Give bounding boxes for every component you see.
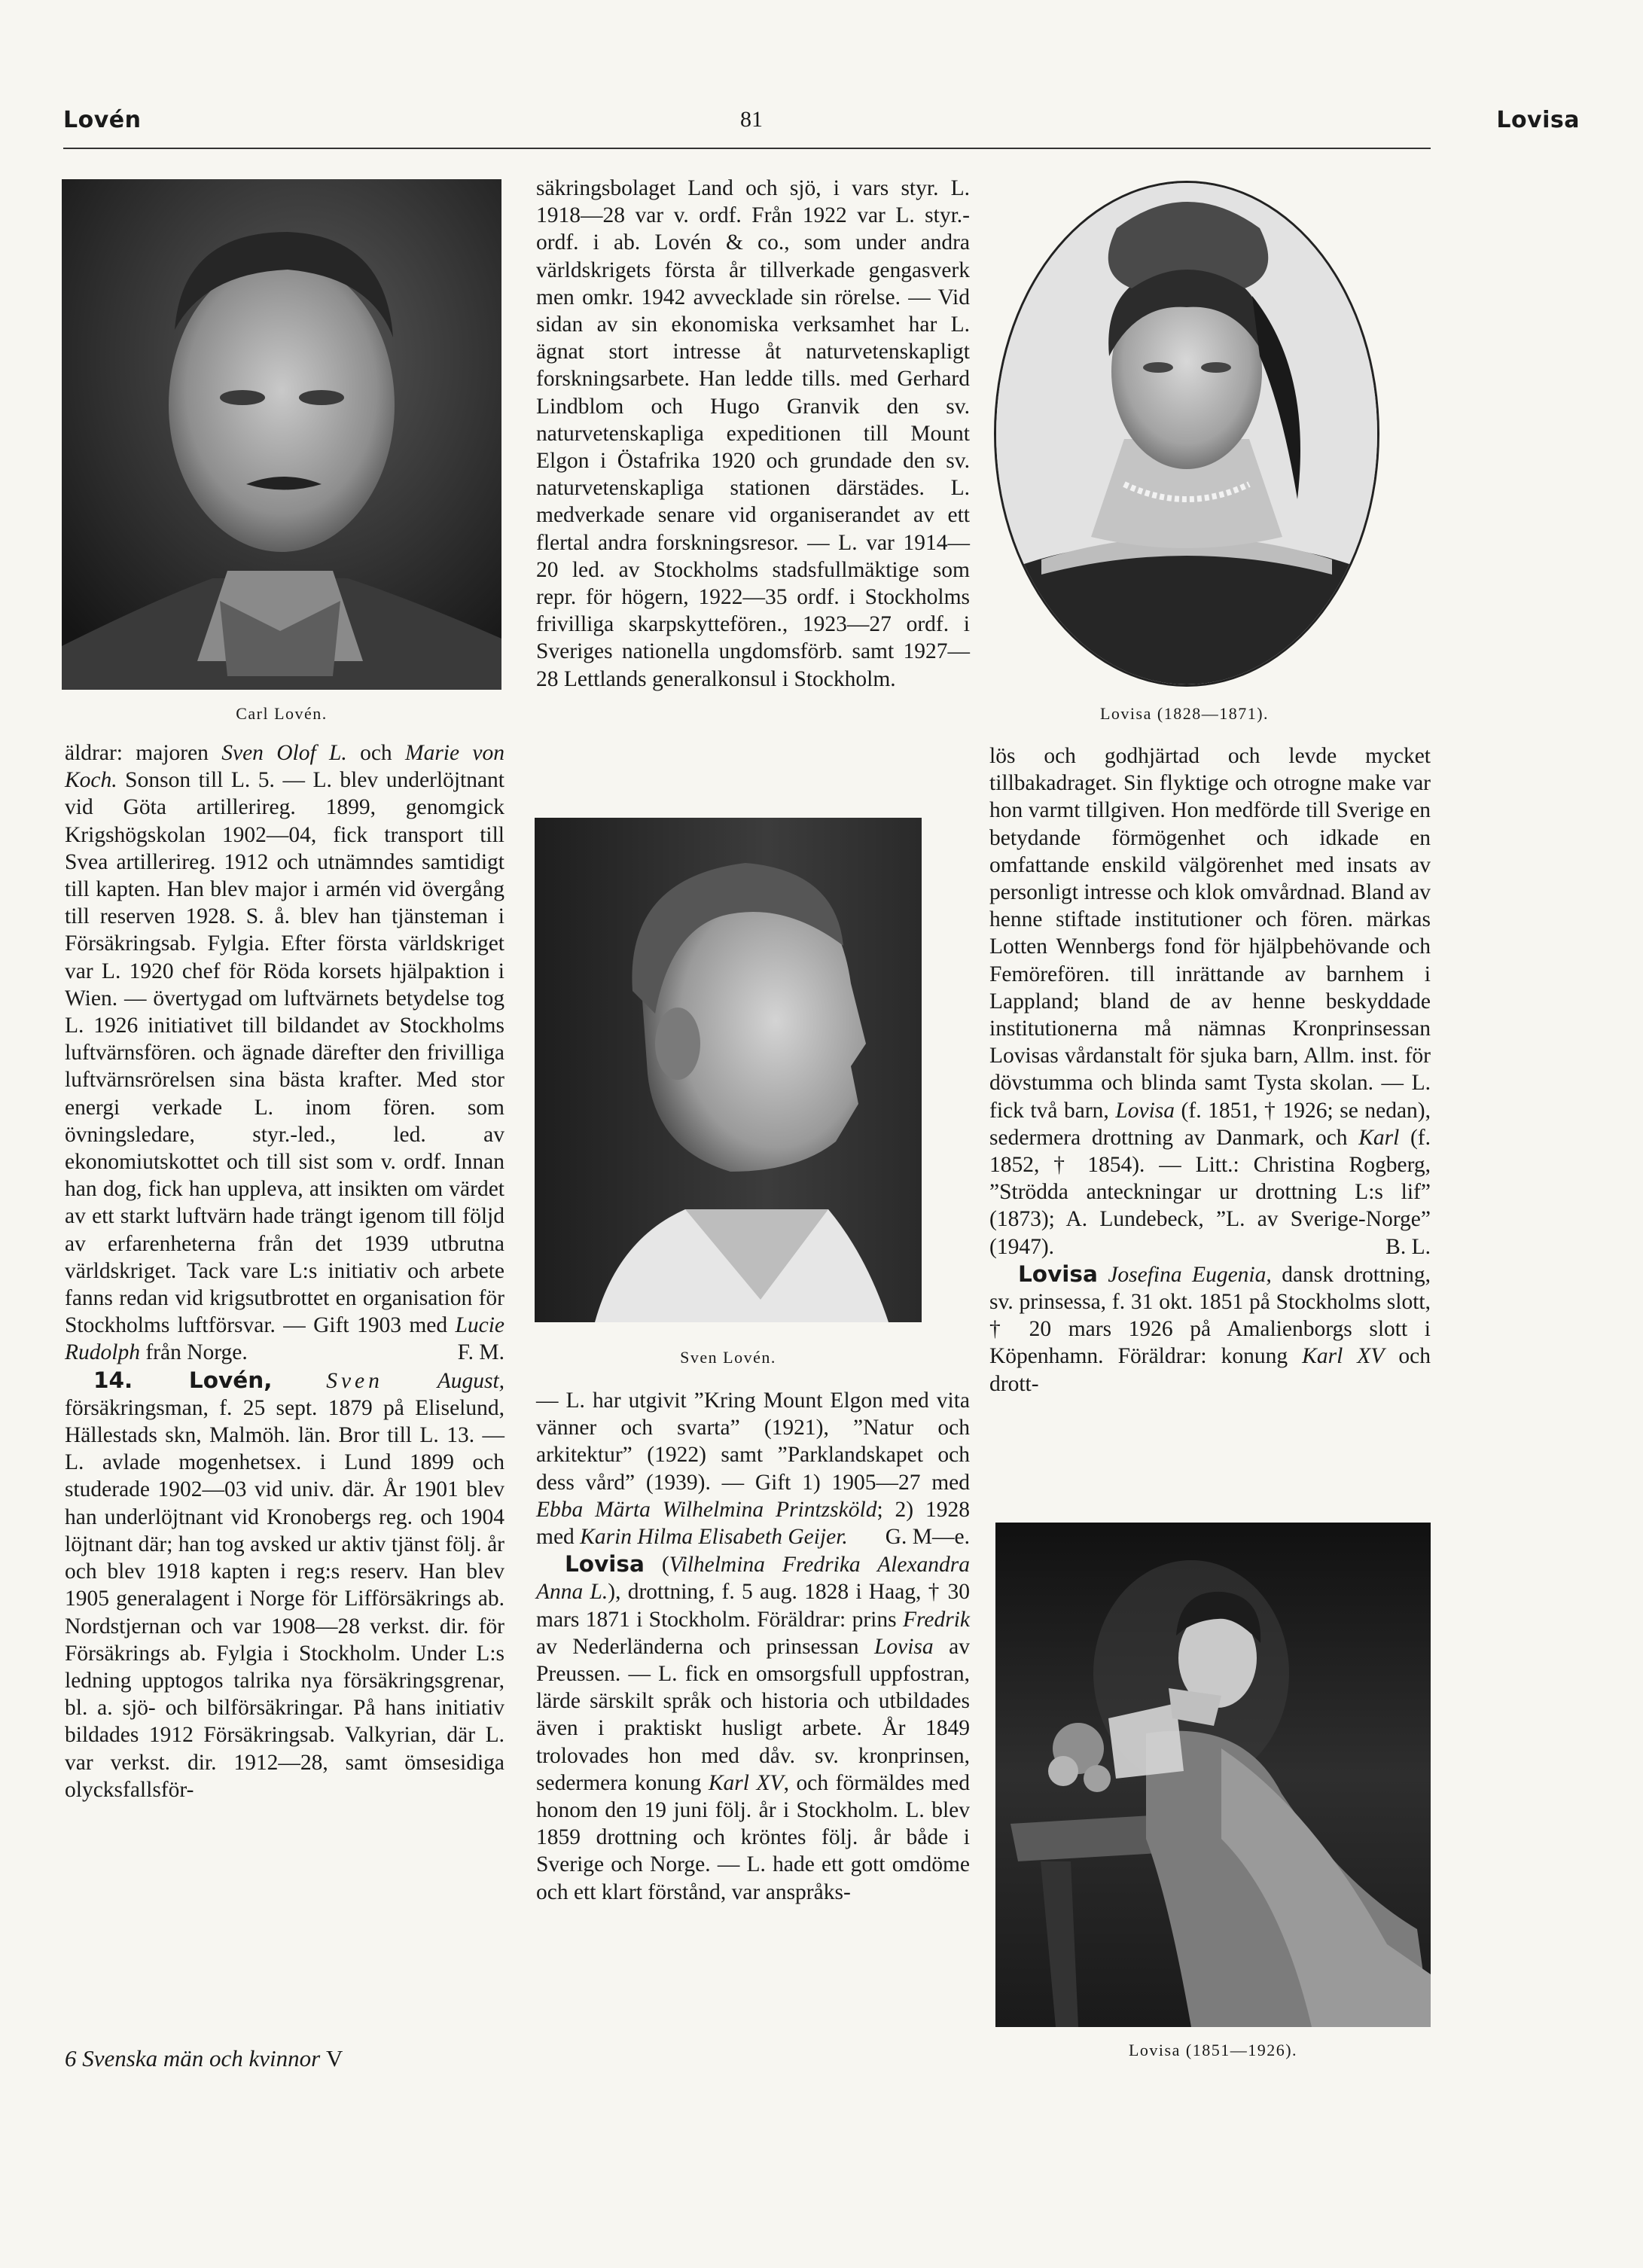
person-name: Lovisa bbox=[873, 1634, 934, 1659]
text: dansk drottning, sv. prinsessa, f. 31 okt. 1851 på Stockholms slott, † 20 mars 1926 på Amalienborgs slott i Köpenhamn. Föräldrar: konung bbox=[989, 1262, 1431, 1369]
entry-heading: 14. Lovén, bbox=[93, 1367, 273, 1393]
text: ), drottning, f. 5 aug. 1828 i Haag, † 30 mars 1871 i Stockholm. Föräldrar: prins bbox=[536, 1580, 970, 1632]
author-signature: B. L. bbox=[1385, 1234, 1431, 1259]
volume-number: V bbox=[325, 2045, 343, 2071]
signature-number: 6 bbox=[65, 2045, 77, 2071]
text: lös och godhjärtad och levde mycket tillbakadraget. Sin flyktige och otrogne make var hon varmt tillgiven. Hon medförde till Sverige en betydande förmögenhet och idkade en omfattande enskild välgörenhet med insats av personligt intresse och klok omvårdnad. Bland av henne stiftade institutioner och fören. märkas Lotten Wennbergs fond för hjälpbehövande och Femörefören. till inrättande av barnhem i Lappland; bland de av henne beskyddade institutionerna må nämnas Kronprinsessan Lovisas vårdanstalt för sjuka barn, Allm. inst. för dövstumma och blinda samt Tysta skolan. — L. fick två barn, bbox=[989, 744, 1431, 1123]
text: ( bbox=[644, 1553, 669, 1578]
person-name: Karl XV bbox=[1302, 1344, 1385, 1369]
person-name: Lovisa bbox=[1115, 1098, 1175, 1123]
author-signature: G. M—e. bbox=[885, 1525, 970, 1550]
column-middle-lower bbox=[536, 1387, 970, 1906]
entry-lovisa-1828 bbox=[536, 1550, 970, 1906]
portrait-lovisa-1828 bbox=[994, 181, 1379, 687]
paragraph-sven-loven-cont: säkringsbolaget Land och sjö, i vars styr. L. 1918—28 var v. ordf. Från 1922 var L. styr.-ordf. i ab. Lovén & co., som under andra världskrigets första år tillverkade gengasverk men omkr. 1942 avvecklade sin rörelse. — Vid sidan av sin ekonomiska verksamhet har L. ägnat stort intresse åt naturvetenskapligt forskningsarbete. Han ledde tills. med Gerhard Lindblom och Hugo Granvik den sv. naturvetenskapliga expeditionen till Mount Elgon i Östafrika 1920 och grundade den sv. naturvetenskapliga stationen därstädes. L. medverkade senare vid organiserandet av ett flertal andra forskningsresor. — L. var 1914—20 led. av Stockholms stadsfullmäktige som repr. för högern, 1922—35 ordf. i Stockholms frivilliga skarpskyttefören., 1923—27 ordf. i Sveriges nationella ungdomsförb. samt 1927—28 Lettlands generalkonsul i Stockholm. bbox=[536, 176, 970, 691]
column-right bbox=[989, 742, 1431, 1398]
caption-sven-loven: Sven Lovén. bbox=[680, 1348, 776, 1367]
entry-lovisa-1851 bbox=[989, 1261, 1431, 1398]
book-title: Svenska män och kvinnor bbox=[82, 2045, 321, 2071]
person-name: Lucie Rudolph bbox=[65, 1313, 504, 1365]
caption-lovisa-1828: Lovisa (1828—1871). bbox=[1099, 704, 1270, 723]
header-rule bbox=[63, 148, 1431, 149]
portrait-lovisa-1851 bbox=[995, 1523, 1431, 2027]
column-left bbox=[65, 739, 504, 1803]
text: av Preussen. — L. fick en omsorgsfull uppfostran, lärde särskilt språk och historia och utbildades även i praktiskt husligt arbete. År 1849 trolovades hon med dåv. sv. kronprinsen, sedermera konung bbox=[536, 1634, 971, 1795]
entry-sven-loven bbox=[65, 1367, 504, 1803]
text bbox=[1098, 1263, 1108, 1287]
page-number: 81 bbox=[740, 107, 763, 132]
text: ; 2) 1928 med bbox=[536, 1497, 970, 1550]
caption-carl-loven: Carl Lovén. bbox=[236, 704, 328, 723]
running-head-left: Lovén bbox=[63, 107, 142, 133]
portrait-carl-loven bbox=[62, 179, 501, 690]
text: (f. 1852, † 1854). — Litt.: Christina Rogberg, ”Strödda anteckningar ur drottning L:s lif” (1873); A. Lundebeck, ”L. av Sverige-Norge” (1947). bbox=[989, 1125, 1431, 1259]
person-name: Sven bbox=[326, 1368, 383, 1393]
paragraph-carl-loven bbox=[65, 739, 504, 1367]
text: och drott- bbox=[989, 1344, 1431, 1396]
paragraph-sven-loven-works bbox=[536, 1387, 970, 1550]
caption-lovisa-1851: Lovisa (1851—1926). bbox=[1128, 2041, 1298, 2059]
text: av Nederländerna och prinsessan bbox=[536, 1634, 874, 1659]
person-name: Marie von Koch. bbox=[65, 741, 504, 793]
person-name: Karin Hilma Elisabeth Geijer. bbox=[580, 1525, 848, 1550]
portrait-sven-loven bbox=[535, 818, 922, 1322]
person-name: Josefina Eugenia, bbox=[1108, 1262, 1272, 1287]
person-name: Sven Olof L. bbox=[221, 741, 347, 765]
person-name: August, bbox=[437, 1368, 505, 1393]
text: från Norge. bbox=[139, 1340, 248, 1365]
entry-heading: Lovisa bbox=[1018, 1261, 1098, 1287]
footer-signature bbox=[65, 2045, 343, 2072]
text: Sonson till L. 5. — L. blev underlöjtnant vid Göta artillerireg. 1899, genomgick Krigshögskolan 1902—04, fick transport till Svea artillerireg. 1912 och utnämndes samtidigt till kapten. Han blev major i armén vid övergång till reserven 1928. S. å. blev han tjänsteman i Försäkringsab. Fylgia. Efter första världskriget var L. 1920 chef för Röda korsets hjälpaktion i Wien. — övertygad om luftvärnets betydelse tog L. 1926 initiativet till bildandet av Stockholms luftvärnsfören. och ägnade därefter den frivilliga luftvärnsrörelsen sina bästa krafter. Med stor energi verkade L. inom fören. som övningsledare, styr.-led., led. av ekonomiutskottet och till sist som v. ordf. Innan han dog, fick han uppleva, att insikten om värdet av ett starkt luftvärn hade trängt igenom till följd av erfarenheterna från det 1939 utbrutna världskriget. Tack vare L:s initiativ och arbete fanns redan vid krigsutbrottet en organisation för Stockholms luftförsvar. — Gift 1903 med bbox=[65, 768, 504, 1338]
text: försäkringsman, f. 25 sept. 1879 på Eliselund, Hällestads skn, Malmöh. län. Bror till L. 13. — L. avlade mogenhetsex. i Lund 1899 och studerade 1902—03 vid univ. där. År 1901 blev han underlöjtnant vid Kronobergs reg. och 1904 löjtnant där; han tog avsked ur aktiv tjänst följ. år och blev 1918 kapten i reg:s reserv. Han blev 1905 generalagent i Norge för Lifförsäkrings ab. Nordstjernan och var 1908—28 verkst. dir. för Försäkrings ab. Fylgia i Stockholm. Under L:s ledning upptogos talrika nya försäkringsgrenar, bl. a. sjö- och bilförsäkringar. På hans initiativ bildades 1912 Försäkringsab. Valkyrian, där L. var verkst. dir. 1912—28, samt ömsesidiga olycksfallsför- bbox=[65, 1395, 504, 1802]
entry-heading: Lovisa bbox=[565, 1551, 645, 1578]
text: (f. 1851, † 1926; se nedan), sedermera drottning av Danmark, och bbox=[989, 1098, 1431, 1150]
person-name: Karl XV bbox=[708, 1770, 784, 1795]
text: och bbox=[346, 741, 405, 765]
person-name: Vilhelmina Fredrika Alexandra Anna L. bbox=[536, 1553, 970, 1605]
column-middle bbox=[536, 175, 970, 693]
author-signature: F. M. bbox=[457, 1340, 504, 1365]
person-name: Fredrik bbox=[902, 1607, 970, 1632]
running-head-right: Lovisa bbox=[1496, 107, 1580, 133]
text: — L. har utgivit ”Kring Mount Elgon med vita vänner och svarta” (1921), ”Natur och arkitektur” (1922) samt ”Parklandskapet och dess vård” (1939). — Gift 1) 1905—27 med bbox=[536, 1389, 970, 1495]
text: äldrar: majoren bbox=[65, 741, 222, 765]
person-name: Karl bbox=[1358, 1125, 1400, 1150]
person-name: Ebba Märta Wilhelmina Printzsköld bbox=[536, 1497, 877, 1522]
text: , och förmäldes med honom den 19 juni följ. år i Stockholm. L. blev 1859 drottning och kröntes följ. år både i Sverige och Norge. — L. hade ett gott omdöme och ett klart förstånd, var anspråks- bbox=[536, 1770, 970, 1904]
paragraph-lovisa-1828-cont bbox=[989, 742, 1431, 1261]
